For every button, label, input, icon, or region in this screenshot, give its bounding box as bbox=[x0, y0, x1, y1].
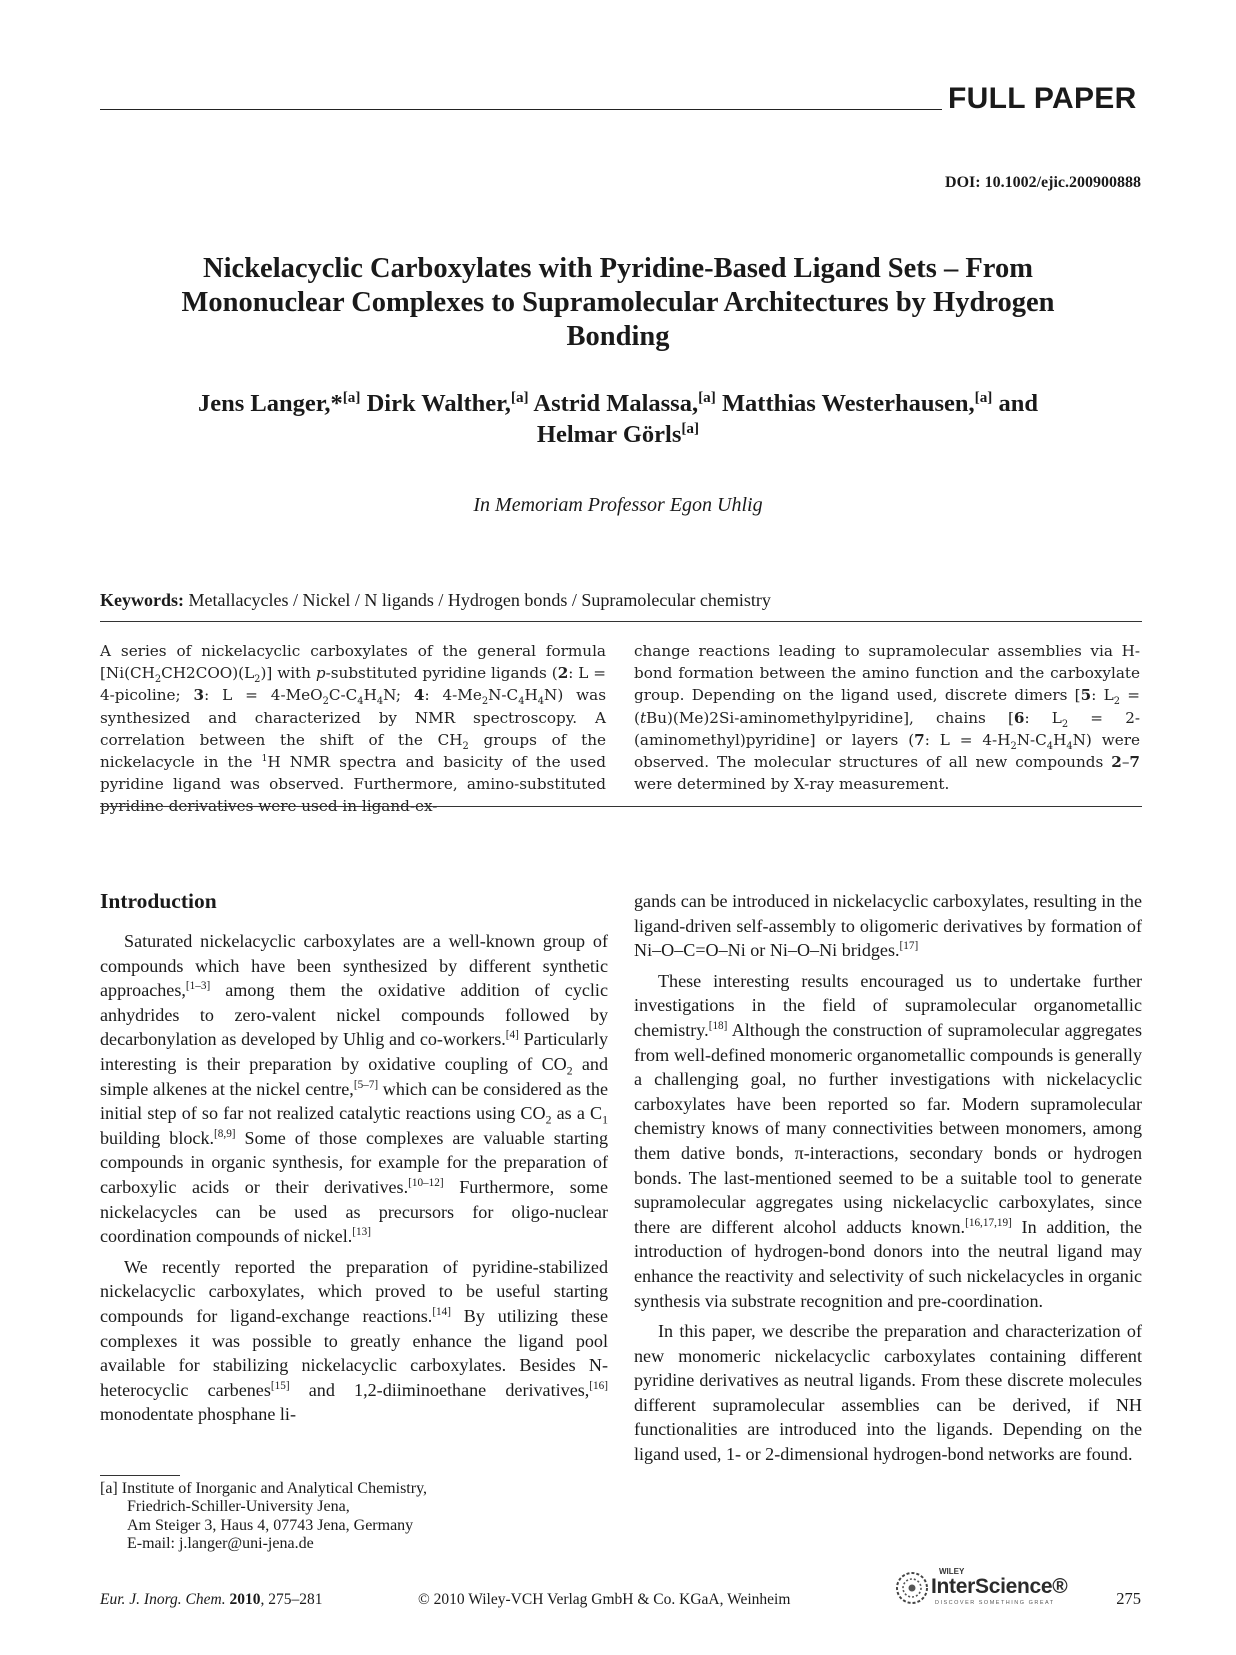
doi: DOI: 10.1002/ejic.200900888 bbox=[945, 174, 1141, 191]
keywords-list: Metallacycles / Nickel / N ligands / Hydrogen bonds / Supramolecular chemistry bbox=[188, 590, 771, 610]
journal-year: 2010 bbox=[229, 1591, 261, 1608]
abstract-text: change reactions leading to supramolecular assemblies via H-bond formation between the amino function and the carboxylate group. Depending on the ligand used, discrete dimers [5: $L_2$ = (tBu)(Me)2Si-aminomethylpyridine], chains [6: $L_2$ = 2-(aminomethyl)pyridine] or layers (7: $L = 4-H_2N-C_4H_4N$) were observed. The molecular structures of all new compounds 2–7 were determined by X-ray measurement. bbox=[634, 642, 1141, 794]
footer-citation bbox=[100, 1591, 322, 1609]
author-name: Helmar Görls[a] bbox=[536, 419, 700, 448]
abstract-rule bbox=[100, 806, 1142, 807]
author-name: Jens Langer,*[a] bbox=[197, 388, 361, 417]
body-left-column bbox=[100, 929, 608, 1433]
author-list bbox=[130, 388, 1106, 450]
body-paragraph: These interesting results encouraged us to undertake further investigations in the field of supramolecular organometallic chemistry.[18] Although the construction of supramolecular aggregates from well-defined monomeric organometallic compounds is generally a challenging goal, no further investigations with nickelacyclic carboxylates have been reported so far. Modern supramolecular chemistry knows of many connectivities between monomers, among them dative bonds, π-interactions, secondary bonds or hydrogen bonds. The last-mentioned seemed to be a suitable tool to generate supramolecular aggregates using nickelacyclic carboxylates, since there are different alcohol adducts known.[16,17,19] In addition, the introduction of hydrogen-bond donors into the neutral ligand may enhance the reactivity and selectivity of such nickelacycles in organic synthesis via substrate recognition and pre-coordination. bbox=[634, 970, 1142, 1311]
abstract-left-column bbox=[100, 640, 606, 818]
keywords-rule bbox=[100, 621, 1142, 622]
journal-pages: , 275–281 bbox=[260, 1591, 323, 1608]
page-number: 275 bbox=[1116, 1589, 1141, 1608]
author-name: Astrid Malassa,[a] bbox=[533, 388, 716, 417]
body-paragraph: gands can be introduced in nickelacyclic carboxylates, resulting in the ligand-driven self-assembly to oligomeric derivatives by formation of Ni–O–C=O–Ni or Ni–O–Ni bridges.[17] bbox=[634, 891, 1142, 961]
body-paragraph: We recently reported the preparation of pyridine-stabilized nickelacyclic carboxylates, which proved to be useful starting compounds for ligand-exchange reactions.[14] By utilizing these complexes it was possible to greatly enhance the ligand pool available for stabilizing nickelacyclic carboxylates. Besides N-heterocyclic carbenes[15] and 1,2-diiminoethane derivatives,[16] monodentate phosphane li- bbox=[100, 1256, 608, 1425]
body-paragraph: Saturated nickelacyclic carboxylates are a well-known group of compounds which have been synthesized by different synthetic approaches,[1–3] among them the oxidative addition of cyclic anhydrides to zero-valent nickel compounds followed by decarbonylation as developed by Uhlig and co-workers.[4] Particularly interesting is their preparation by oxidative coupling of $CO_2$ and simple alkenes at the nickel centre,[5–7] which can be considered as the initial step of so far not realized catalytic reactions using $CO_2$ as a $C_1$ building block.[8,9] Some of those complexes are valuable starting compounds in organic synthesis, for example for the preparation of carboxylic acids or their derivatives.[10–12] Furthermore, some nickelacycles can be used as precursors for oligo-nuclear coordination compounds of nickel.[13] bbox=[100, 931, 609, 1247]
author-name: Matthias Westerhausen,[a] bbox=[721, 388, 993, 417]
footnote-line: Am Steiger 3, Haus 4, 07743 Jena, Germany bbox=[127, 1516, 414, 1534]
article-title: Nickelacyclic Carboxylates with Pyridine-Based Ligand Sets – From Mononuclear Complexes to Supramolecular Architectures by Hydrogen Bonding bbox=[181, 253, 1055, 352]
footnote-line: Friedrich-Schiller-University Jena, bbox=[127, 1498, 350, 1516]
body-right-column bbox=[634, 889, 1142, 1473]
affiliation-footnote bbox=[100, 1480, 580, 1554]
abstract-right-column bbox=[634, 640, 1140, 795]
globe-icon bbox=[895, 1571, 929, 1605]
section-label: FULL PAPER bbox=[948, 82, 1137, 115]
footnote-email: E-mail: j.langer@uni-jena.de bbox=[127, 1535, 314, 1553]
author-conjunction: and bbox=[998, 390, 1039, 417]
logo-tagline: DISCOVER SOMETHING GREAT bbox=[935, 1600, 1055, 1606]
author-name: Dirk Walther,[a] bbox=[366, 388, 529, 417]
header-rule bbox=[100, 109, 942, 110]
journal-name: Eur. J. Inorg. Chem. bbox=[100, 1591, 226, 1608]
keywords-line bbox=[100, 590, 771, 611]
keywords-label: Keywords: bbox=[100, 590, 184, 610]
logo-name: InterScience® bbox=[931, 1575, 1068, 1598]
logo-brand: WILEY bbox=[939, 1567, 965, 1576]
footnote-line: [a] Institute of Inorganic and Analytical Chemistry, bbox=[100, 1480, 428, 1497]
footnote-rule bbox=[100, 1475, 180, 1476]
abstract-text: A series of nickelacyclic carboxylates of the general formula $[Ni(CH_2CH2COO)(L_2)]$ with p-substituted pyridine ligands (2: L = 4-picoline; 3: $L = 4-MeO_2C-C_4H_4N$; 4: $4-Me_2N-C_4H_4N$) was synthesized and characterized by NMR spectroscopy. A correlation between the shift of the $CH_2$ groups of the nickelacycle in the $^1$H NMR spectra and basicity of the used pyridine ligand was observed. Furthermore, amino-substituted pyridine derivatives were used in ligand-ex- bbox=[100, 642, 607, 816]
interscience-logo bbox=[895, 1566, 1075, 1610]
body-paragraph: In this paper, we describe the preparation and characterization of new monomeric nickelacyclic carboxylates containing different pyridine derivatives as neutral ligands. From these discrete molecules different supramolecular assemblies can be derived, if NH functionalities are introduced into the ligands. Depending on the ligand used, 1- or 2-dimensional hydrogen-bond networks are found. bbox=[634, 1321, 1142, 1465]
introduction-heading: Introduction bbox=[100, 889, 217, 913]
footer-copyright: © 2010 Wiley-VCH Verlag GmbH & Co. KGaA, Weinheim bbox=[418, 1591, 791, 1608]
dedication: In Memoriam Professor Egon Uhlig bbox=[473, 494, 763, 516]
